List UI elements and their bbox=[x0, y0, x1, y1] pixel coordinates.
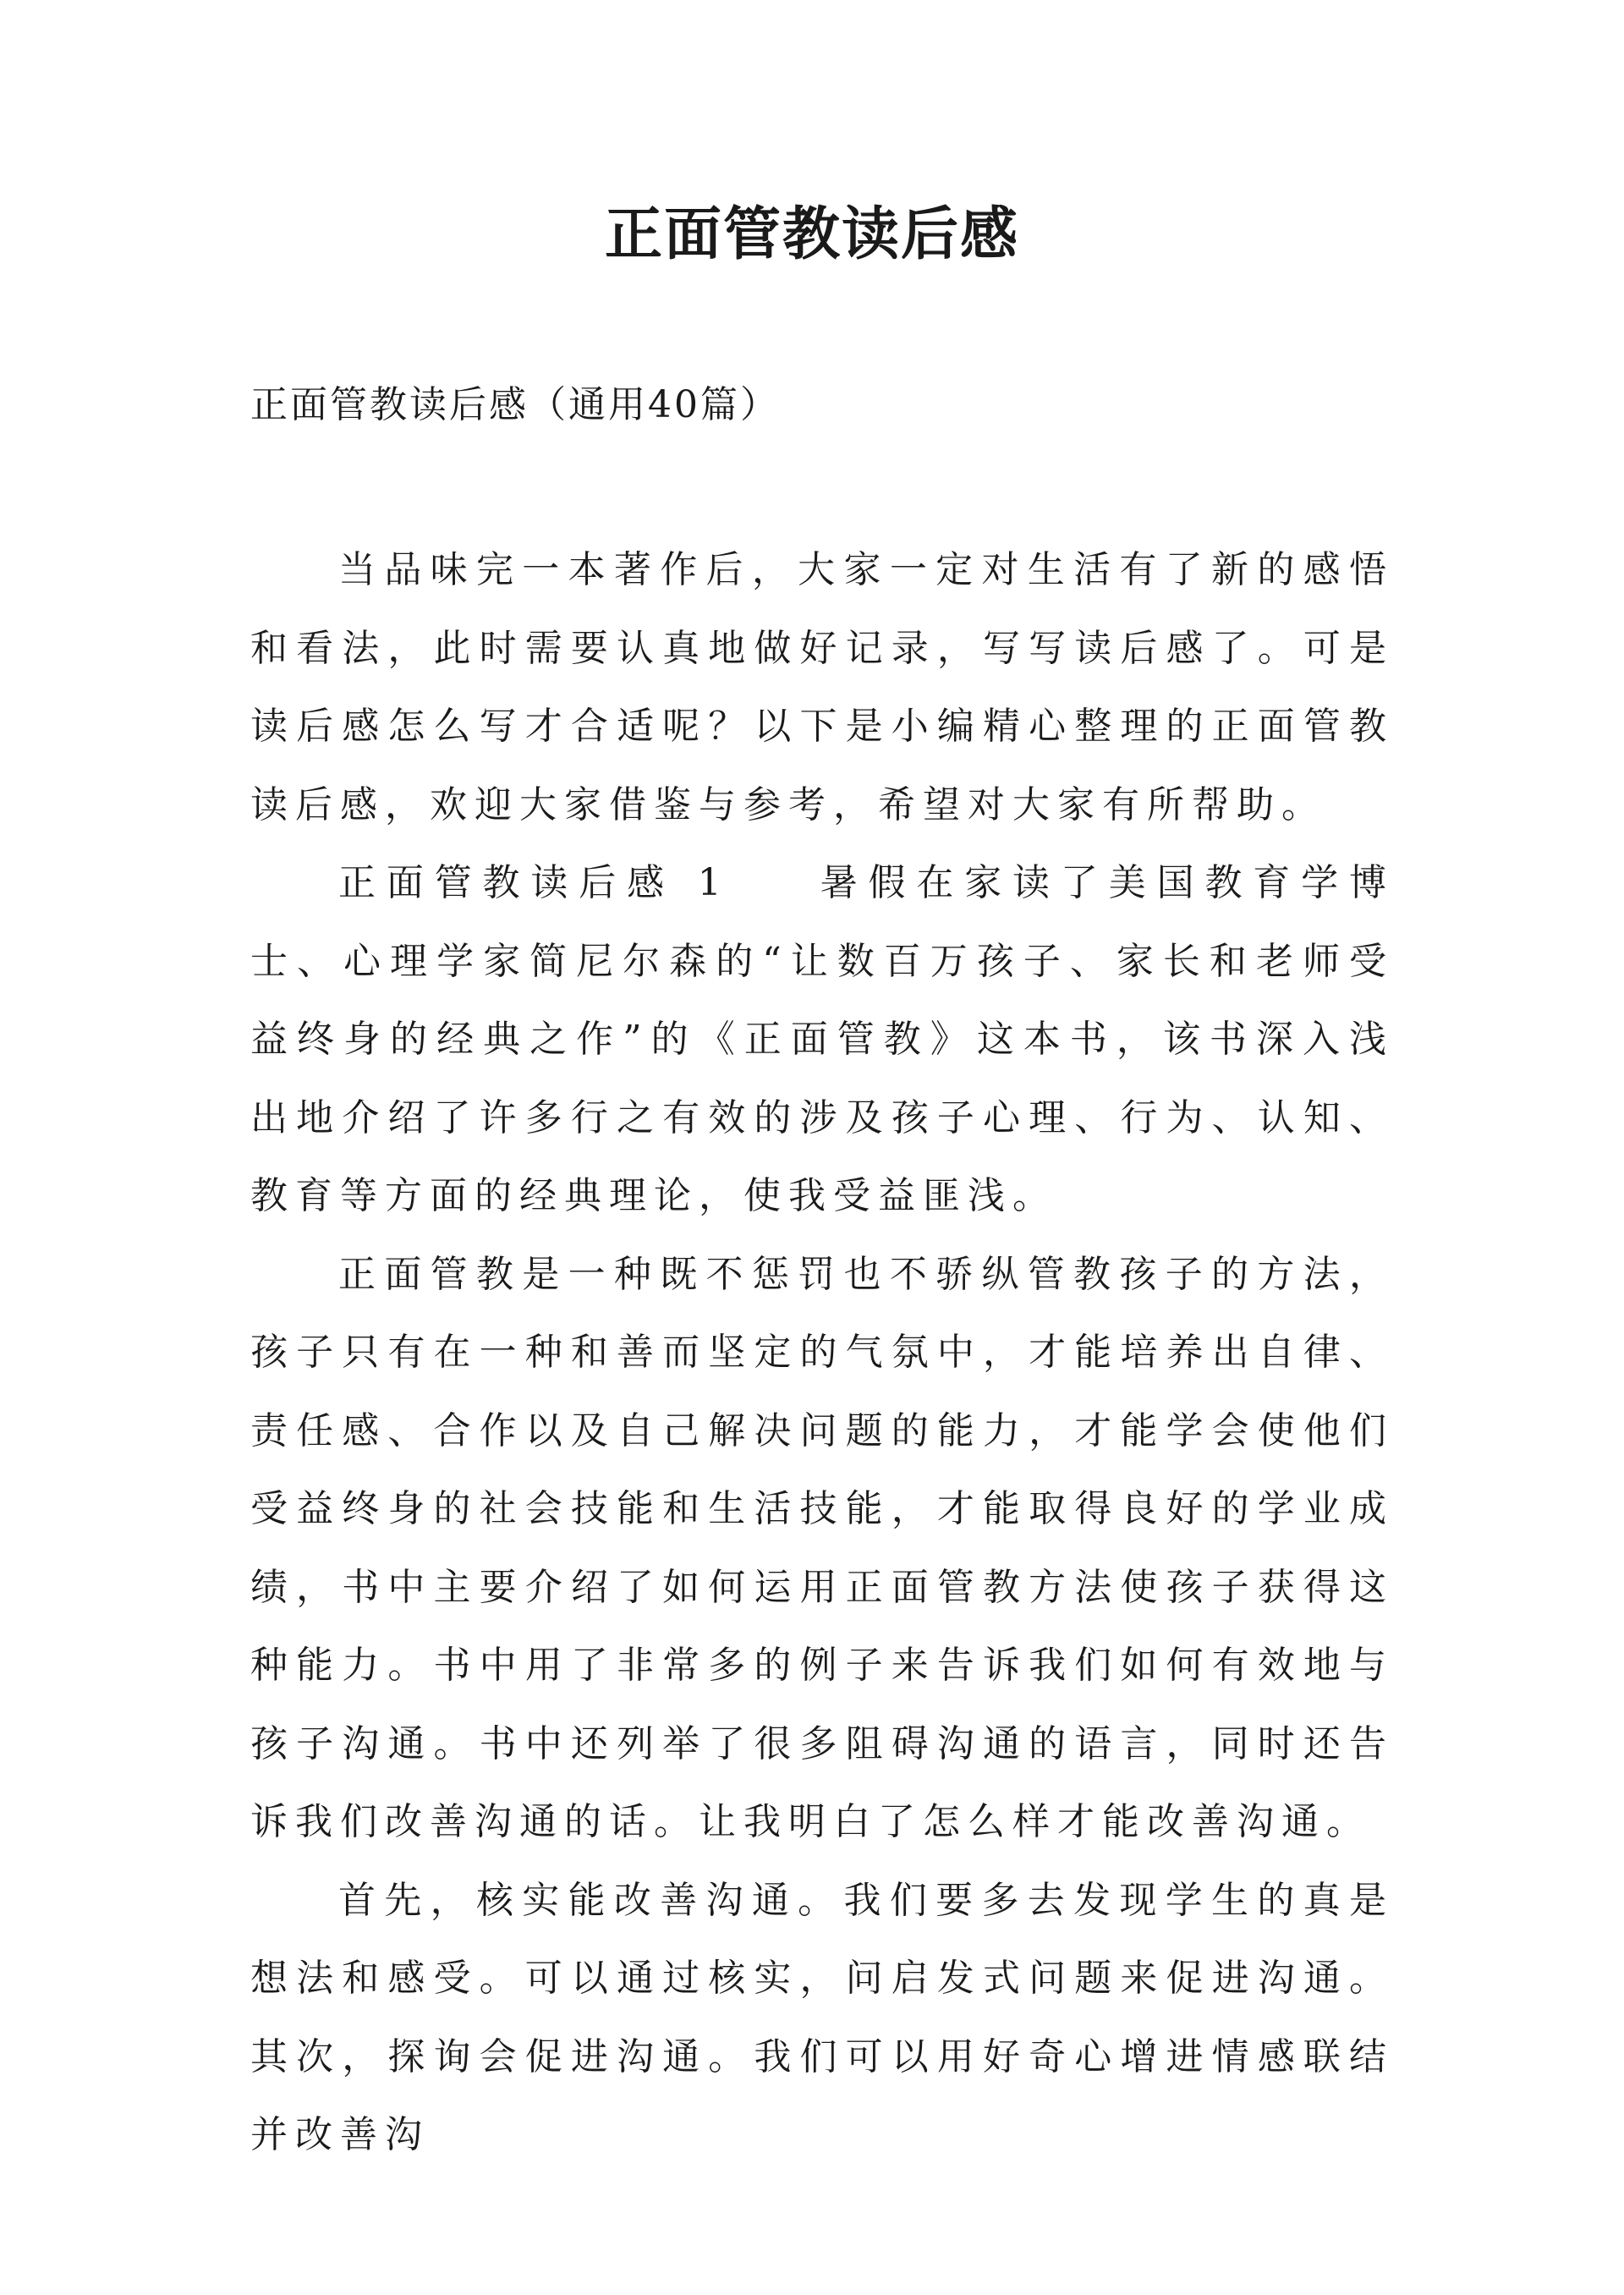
document-title: 正面管教读后感 bbox=[604, 200, 1019, 268]
article-1-paragraph bbox=[250, 844, 1394, 1236]
article-1-text: 暑假在家读了美国教育学博士、心理学家简尼尔森的“让数百万孩子、家长和老师受益终身的经典之作”的《正面管教》这本书，该书深入浅出地介绍了许多行之有效的涉及孩子心理、行为、认知、教育等方面的经典理论，使我受益匪浅。 bbox=[250, 861, 1395, 1217]
document-subtitle: 正面管教读后感（通用40篇） bbox=[250, 383, 780, 426]
intro-paragraph: 当品味完一本著作后，大家一定对生活有了新的感悟和看法，此时需要认真地做好记录，写写读后感了。可是读后感怎么写才合适呢？以下是小编精心整理的正面管教读后感，欢迎大家借鉴与参考，希望对大家有所帮助。 bbox=[250, 548, 1394, 826]
document-body bbox=[250, 531, 1394, 2175]
body-paragraph: 正面管教是一种既不惩罚也不骄纵管教孩子的方法，孩子只有在一种和善而坚定的气氛中，才能培养出自律、责任感、合作以及自己解决问题的能力，才能学会使他们受益终身的社会技能和生活技能，才能取得良好的学业成绩，书中主要介绍了如何运用正面管教方法使孩子获得这种能力。书中用了非常多的例子来告诉我们如何有效地与孩子沟通。书中还列举了很多阻碍沟通的语言，同时还告诉我们改善沟通的话。让我明白了怎么样才能改善沟通。 bbox=[250, 1252, 1394, 1843]
body-paragraph: 首先，核实能改善沟通。我们要多去发现学生的真是想法和感受。可以通过核实，问启发式问题来促进沟通。其次，探询会促进沟通。我们可以用好奇心增进情感联结并改善沟 bbox=[250, 1878, 1394, 2156]
article-1-heading: 正面管教读后感 1 bbox=[338, 861, 729, 904]
